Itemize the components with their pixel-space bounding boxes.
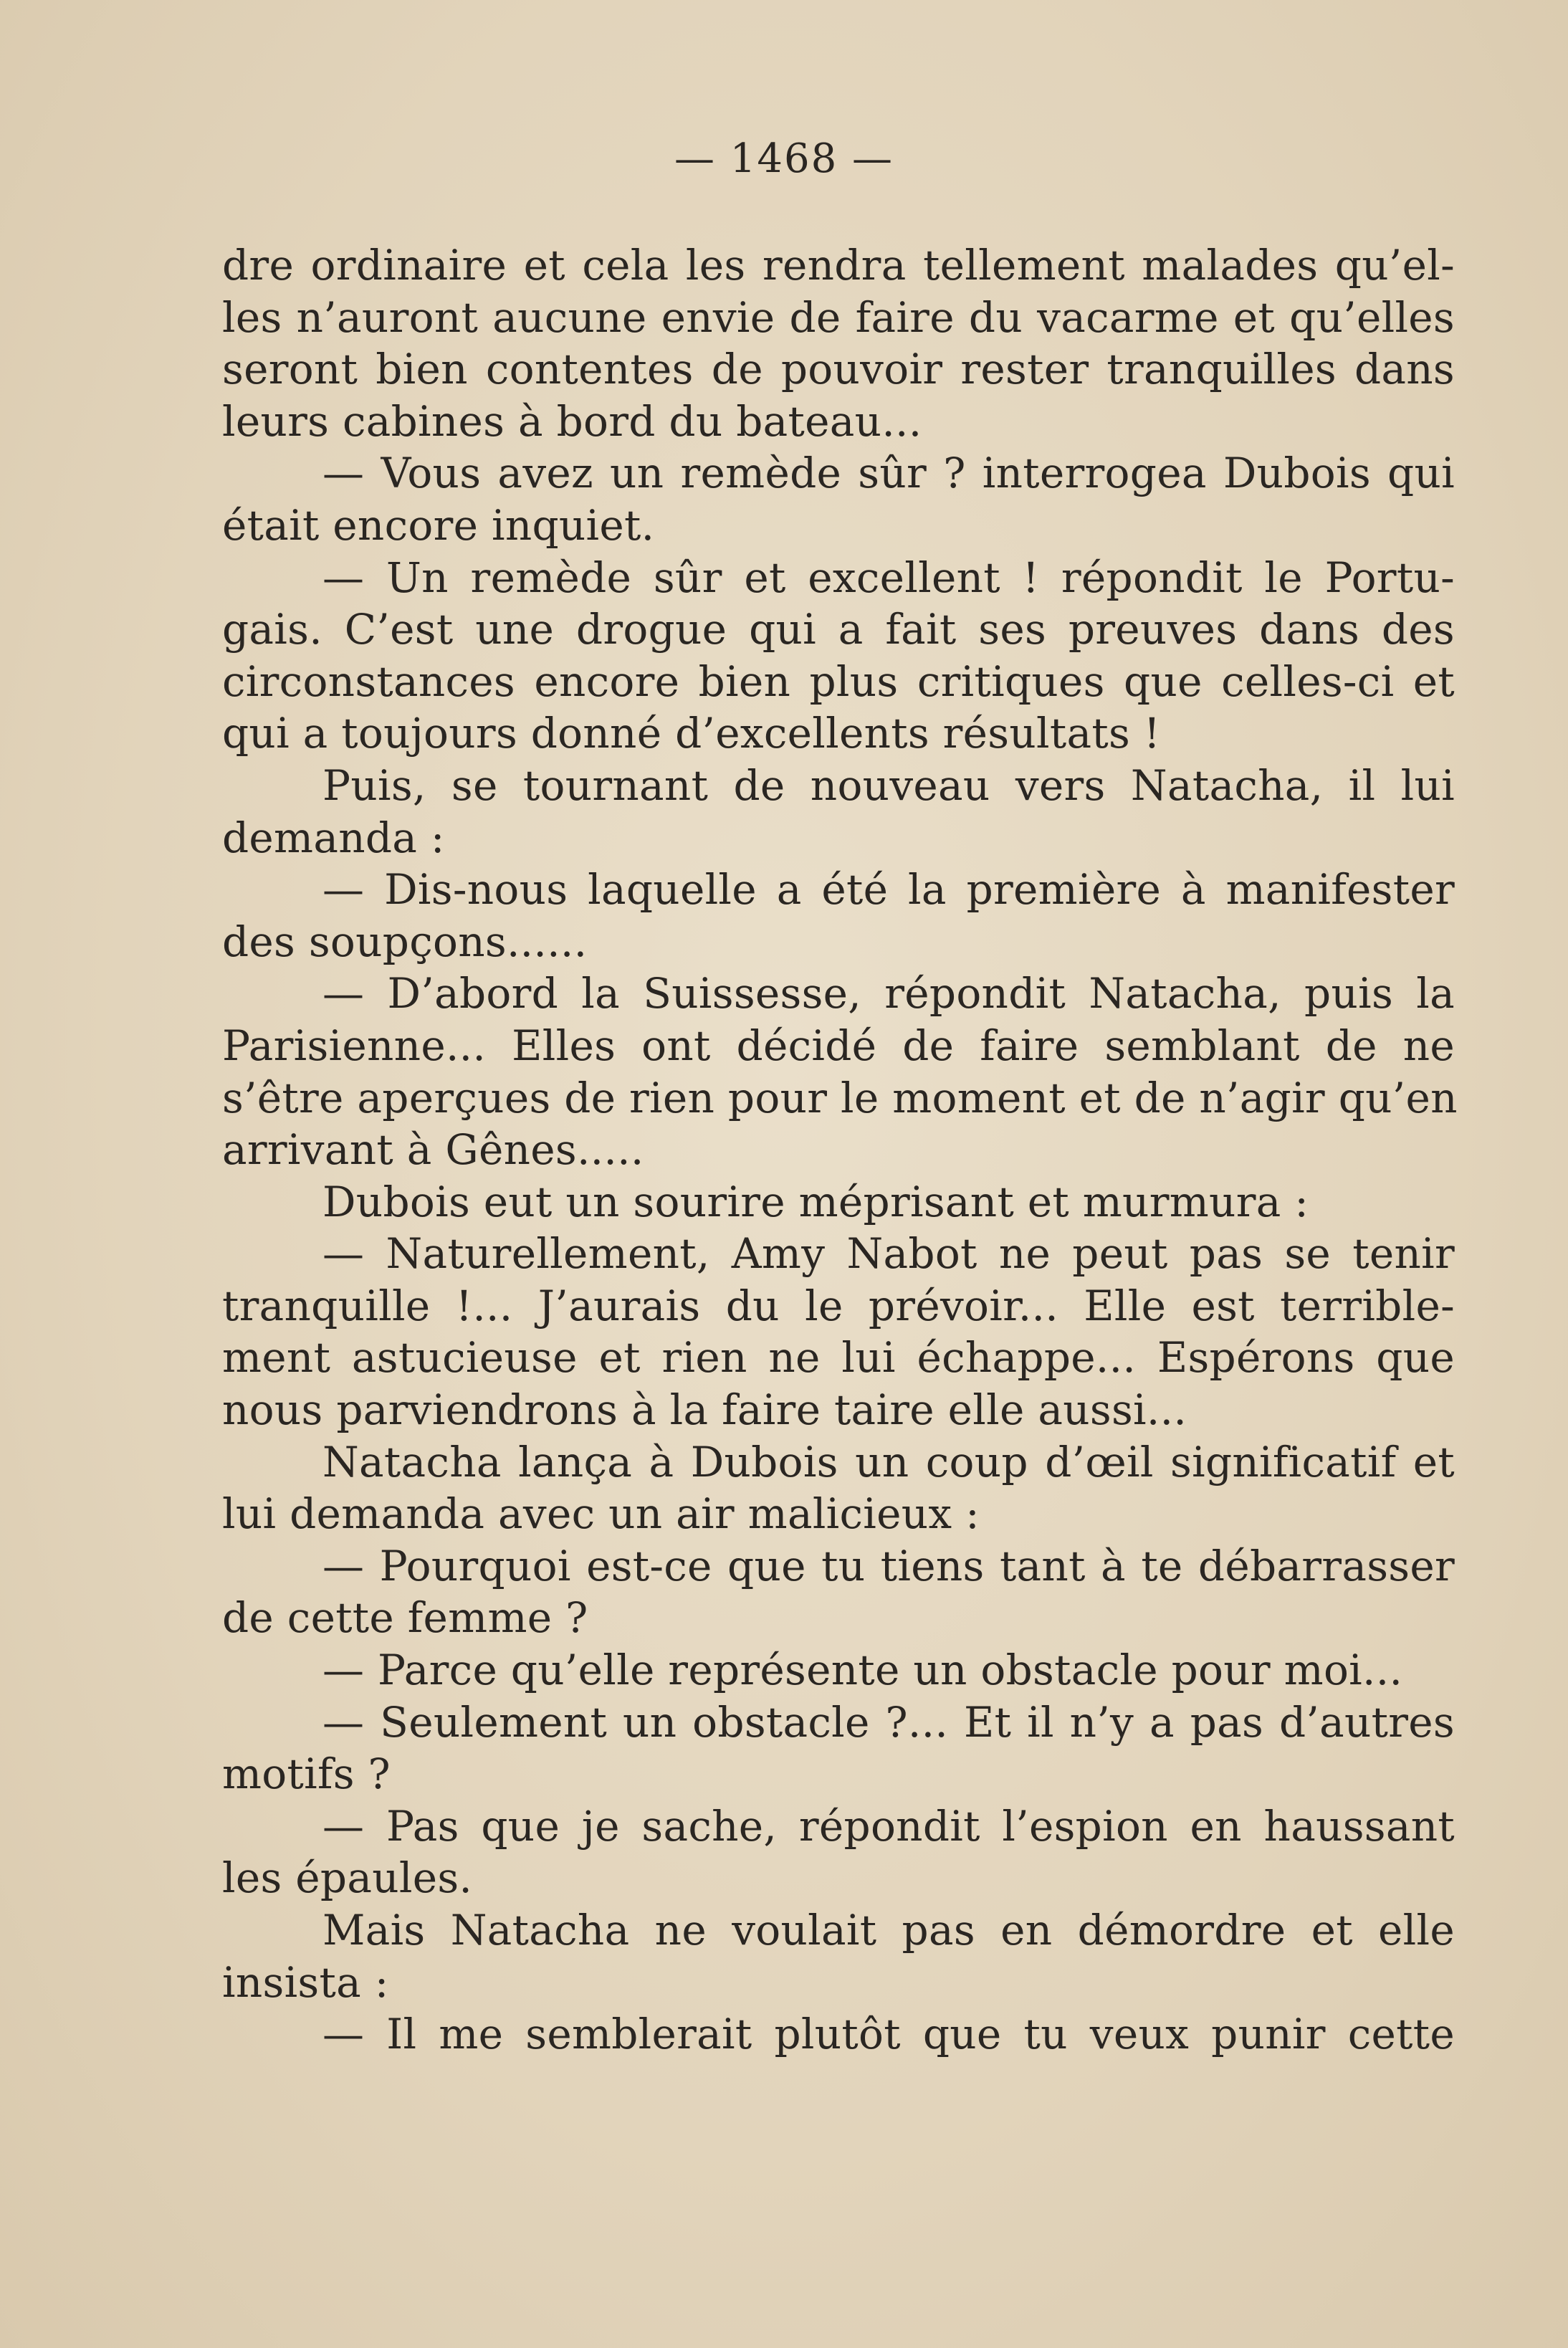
text-line: — D’abord la Suissesse, répondit Natacha, puis la — [322, 969, 1455, 1018]
text-line: circonstances encore bien plus critiques que celles-ci et — [222, 657, 1455, 706]
text-line: Mais Natacha ne voulait pas en démordre et elle — [322, 1906, 1455, 1955]
text-line: leurs cabines à bord du bateau... — [222, 396, 922, 446]
text-line: Parisienne... Elles ont décidé de faire semblant de ne — [222, 1021, 1455, 1070]
text-line: — Parce qu’elle représente un obstacle pour moi... — [322, 1646, 1403, 1695]
text-line: — Vous avez un remède sûr ? interrogea Dubois qui — [322, 449, 1455, 498]
text-line: qui a toujours donné d’excellents résultats ! — [222, 709, 1161, 758]
text-line: des soupçons...... — [222, 917, 588, 966]
text-line: s’être aperçues de rien pour le moment et de n’agir qu’en — [222, 1073, 1458, 1122]
text-line: était encore inquiet. — [222, 500, 655, 550]
text-line: seront bien contentes de pouvoir rester tranquilles dans — [222, 345, 1455, 394]
text-line: — Naturellement, Amy Nabot ne peut pas se tenir — [322, 1229, 1455, 1279]
text-line: Puis, se tournant de nouveau vers Natacha, il lui — [322, 760, 1455, 810]
text-line: ment astucieuse et rien ne lui échappe... Espérons que — [222, 1333, 1455, 1383]
text-line: gais. C’est une drogue qui a fait ses preuves dans des — [222, 605, 1455, 654]
text-line: les n’auront aucune envie de faire du vacarme et qu’elles — [222, 292, 1455, 342]
text-line: arrivant à Gênes..... — [222, 1125, 644, 1175]
text-line: tranquille !... J’aurais du le prévoir... Elle est terrible- — [222, 1281, 1455, 1330]
text-line: — Il me semblerait plutôt que tu veux punir cette — [322, 2010, 1455, 2059]
text-line: insista : — [222, 1957, 389, 2007]
text-line: — Seulement un obstacle ?... Et il n’y a pas d’autres — [322, 1697, 1455, 1747]
text-line: — Un remède sûr et excellent ! répondit le Portu- — [322, 553, 1455, 602]
text-line: — Pas que je sache, répondit l’espion en haussant — [322, 1801, 1455, 1851]
text-line: de cette femme ? — [222, 1593, 588, 1643]
page-number: — 1468 — — [674, 135, 894, 182]
text-line: Dubois eut un sourire méprisant et murmura : — [322, 1177, 1309, 1226]
text-line: nous parviendrons à la faire taire elle aussi... — [222, 1385, 1187, 1435]
text-line: lui demanda avec un air malicieux : — [222, 1489, 980, 1539]
text-line: — Pourquoi est-ce que tu tiens tant à te débarrasser — [322, 1541, 1455, 1590]
body-text — [222, 239, 1458, 2061]
text-line: motifs ? — [222, 1750, 391, 1799]
text-line: Natacha lança à Dubois un coup d’œil significatif et — [322, 1437, 1455, 1486]
text-line: — Dis-nous laquelle a été la première à manifester — [322, 865, 1455, 915]
text-line: demanda : — [222, 813, 445, 862]
text-line: dre ordinaire et cela les rendra tellement malades qu’el- — [222, 241, 1455, 290]
text-line: les épaules. — [222, 1853, 473, 1903]
